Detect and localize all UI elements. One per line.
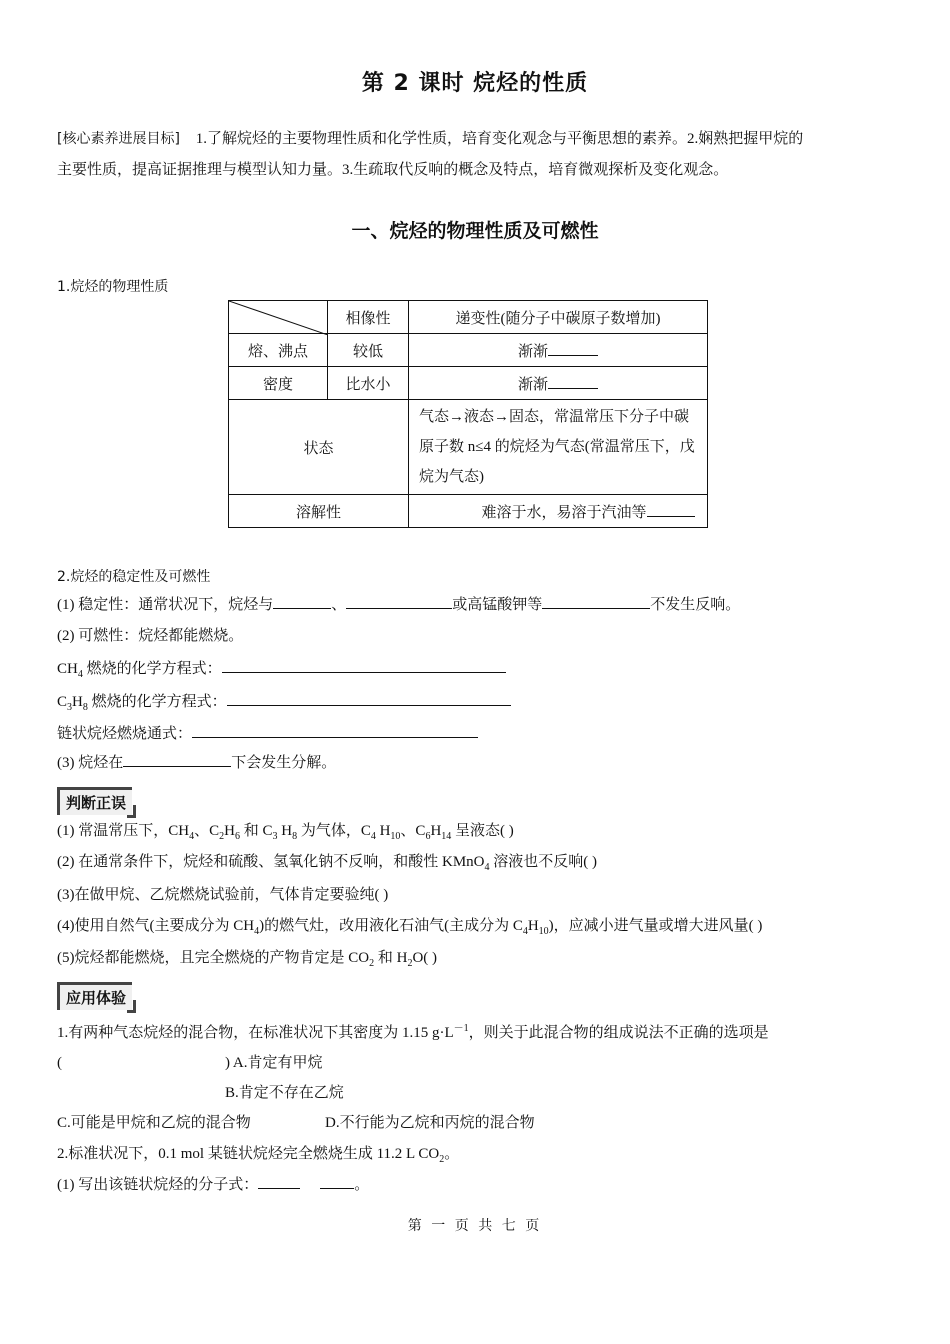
diagonal-header-cell (229, 301, 328, 334)
option-c: C.可能是甲烷和乙烷的混合物 (57, 1115, 251, 1131)
goals-line-2: 主要性质，提高证据推理与模型认知力量。3.生疏取代反响的概念及特点，培育微观探析及变化观念。 (57, 162, 729, 178)
physical-properties-table (228, 300, 708, 528)
ch4-equation-line: $CH_4$ 燃烧的化学方程式： (57, 654, 506, 684)
general-equation-line: 链状烷烃燃烧通式： (57, 719, 478, 749)
row-name-density: 密度 (229, 367, 328, 400)
judge-item-1: (1) 常温常压下，$CH_4$、$C_2H_6$ 和 $C_3$ $H_8$ 为气体，$C_4$ $H_{10}$、$C_6H_{14}$ 呈液态( ) (57, 823, 514, 842)
apply-problem-1: 1.有两种气态烷烃的混合物，在标准状况下其密度为 1.15 $g\cdot L^{-1}$，则关于此混合物的组成说法不正确的选项是 (57, 1023, 769, 1041)
row-trend-state: 气态→液态→固态，常温常压下分子中碳原子数 n≤4 的烷烃为气态(常温常压下，戊烷为气态) (409, 400, 708, 495)
goals-text-1: 1.了解烷烃的主要物理性质和化学性质，培育变化观念与平衡思想的素养。2.娴熟把握甲烷的 (195, 131, 804, 147)
judge-item-3: (3)在做甲烷、乙烷燃烧试验前，气体肯定要验纯( ) (57, 887, 389, 903)
judge-item-4: (4)使用自然气(主要成分为 $CH_4$)的燃气灶，改用液化石油气(主成分为 $C_4H_{10}$)，应减小进气量或增大进风量( ) (57, 918, 763, 937)
row-name-melting: 熔、沸点 (229, 334, 328, 367)
c3h8-equation-line: $C_3H_8$ 燃烧的化学方程式： (57, 687, 511, 717)
subheading-stability: 2.烷烃的稳定性及可燃性 (57, 569, 211, 585)
judge-item-5: (5)烷烃都能燃烧，且完全燃烧的产物肯定是 $CO_2$ 和 $H_2O$( ) (57, 950, 438, 969)
header-trend: 递变性(随分子中碳原子数增加) (409, 301, 708, 334)
subheading-physical: 1.烷烃的物理性质 (57, 279, 169, 295)
row-trend-melting: 渐渐 (409, 334, 708, 367)
apply-tag: 应用体验 (57, 982, 132, 1010)
page-footer: 第 一 页 共 七 页 (407, 1219, 543, 1234)
combustibility-line: (2) 可燃性：烷烃都能燃烧。 (57, 628, 244, 644)
diagonal-line (229, 301, 328, 335)
option-d: D.不行能为乙烷和丙烷的混合物 (325, 1115, 535, 1131)
judge-tag: 判断正误 (57, 787, 132, 815)
row-name-state: 状态 (229, 400, 409, 495)
page-title: 第 2 课时 烷烃的性质 (361, 71, 589, 96)
apply-paren: ( (57, 1055, 62, 1071)
row-trend-density: 渐渐 (409, 367, 708, 400)
judge-item-2: (2) 在通常条件下，烷烃和硫酸、氢氧化钠不反响，和酸性 KMnO$_4$ 溶液也不反响( ) (57, 854, 597, 873)
row-trend-solubility: 难溶于水，易溶于汽油等 (409, 495, 708, 528)
option-a: ) A.肯定有甲烷 (225, 1055, 323, 1071)
apply-problem-2-q1: (1) 写出该链状烷烃的分子式： 。 (57, 1170, 369, 1200)
apply-problem-2: 2.标准状况下，0.1 mol 某链状烷烃完全燃烧生成 11.2 L $CO_2$。 (57, 1146, 460, 1165)
decomposition-line: (3) 烷烃在 下会发生分解。 (57, 748, 336, 778)
goals-line-1 (57, 124, 803, 154)
option-b: B.肯定不存在乙烷 (225, 1085, 344, 1101)
header-similar: 相像性 (328, 301, 409, 334)
goals-label: [核心素养进展目标] (57, 131, 180, 147)
section-heading: 一、烷烃的物理性质及可燃性 (351, 220, 599, 242)
row-similar-density: 比水小 (328, 367, 409, 400)
stability-line: (1) 稳定性：通常状况下，烷烃与 、 或高锰酸钾等 不发生反响。 (57, 590, 740, 620)
row-similar-melting: 较低 (328, 334, 409, 367)
row-name-solubility: 溶解性 (229, 495, 409, 528)
